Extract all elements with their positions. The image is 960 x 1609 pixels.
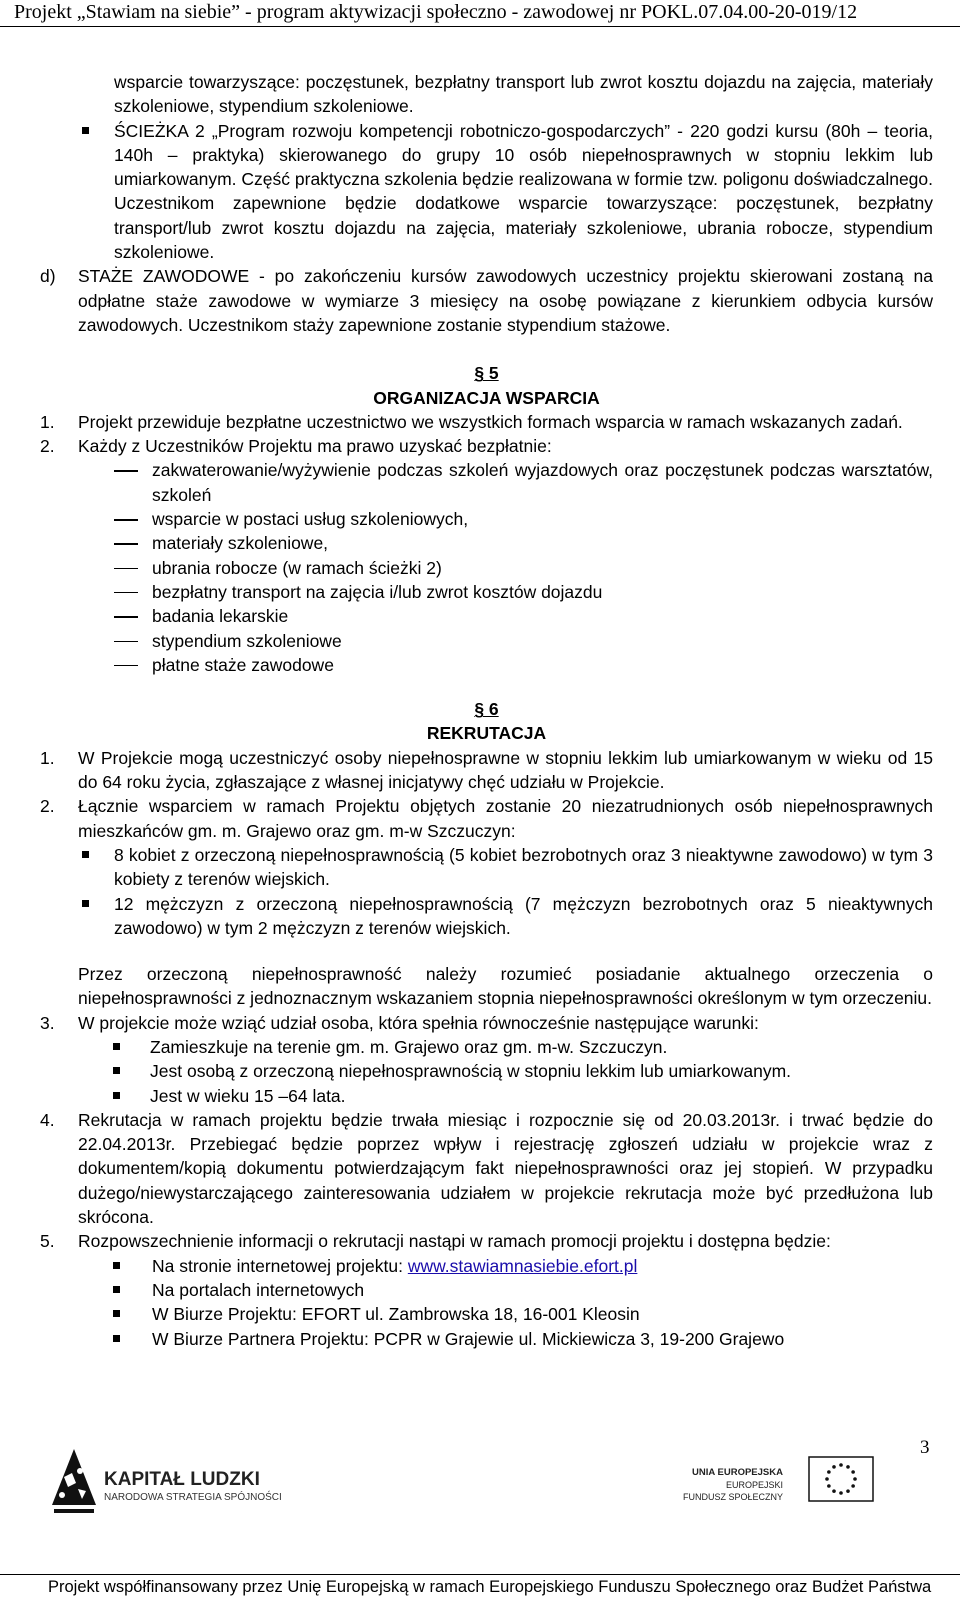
- kapital-ludzki-title: KAPITAŁ LUDZKI: [104, 1469, 260, 1490]
- s6-item-1-text: W Projekcie mogą uczestniczyć osoby niepełnosprawne w stopniu lekkim lub umiarkowanym w wieku od 15 do 64 roku życia, zgłaszające z własnej inicjatywy chęć udziału w Projekcie.: [78, 747, 933, 793]
- eu-star-icon: [846, 1465, 850, 1469]
- s5-item-1-number: 1.: [40, 411, 55, 432]
- s5-dash-text: materiały szkoleniowe,: [152, 533, 329, 554]
- s6-item-2-bullet-text: 8 kobiet z orzeczoną niepełnosprawnością (5 kobiet bezrobotnych oraz 3 nieaktywne zawodowo) w tym 3 kobiety z terenów wiejskich.: [114, 844, 933, 890]
- dash-bullet-icon: [114, 543, 138, 545]
- s5-item-2-number: 2.: [40, 436, 55, 457]
- eu-flag-icon: [808, 1456, 874, 1502]
- s6-item-2: [40, 794, 933, 843]
- eu-logo-line-1: UNIA EUROPEJSKA: [692, 1467, 783, 1478]
- s5-dash-text: wsparcie w postaci usług szkoleniowych,: [152, 509, 469, 530]
- s5-dash-item: [40, 653, 933, 677]
- footer-text: Projekt współfinansowany przez Unię Europejską w ramach Europejskiego Funduszu Społecznego oraz Budżet Państwa: [48, 1578, 932, 1596]
- s6-item-5-bullet: [40, 1327, 933, 1351]
- s6-item-3-bullet: [40, 1035, 933, 1059]
- s6-item-3-number: 3.: [40, 1012, 55, 1033]
- square-bullet-icon: [113, 1262, 120, 1269]
- sciezka2-text: ŚCIEŻKA 2 „Program rozwoju kompetencji robotniczo-gospodarczych” - 220 godzi kursu (80h – teoria, 140h – praktyka) skierowanego do grupy 10 osób niepełnosprawnych w stopniu lekkim lub umiarkowanym. Część praktyczna szkolenia będzie realizowana w formie tzw. poligonu doświadczalnego. Uczestnikom zapewnione będzie dodatkowe wsparcie towarzyszące: poczęstunek, bezpłatny transport/lub zwrot kosztu dojazdu na zajęcia, materiały szkoleniowe, ubrania robocze, stypendium szkoleniowe.: [114, 120, 934, 263]
- page-footer: [0, 1574, 960, 1596]
- s5-dash-text: stypendium szkoleniowe: [152, 630, 342, 651]
- s6-item-5-bullet-text: W Biurze Partnera Projektu: PCPR w Grajewie ul. Mickiewicza 3, 19-200 Grajewo: [152, 1328, 785, 1349]
- s6-item-5-bullet: [40, 1254, 933, 1278]
- dash-bullet-icon: [114, 470, 138, 472]
- s6-item-2-bullet: [40, 843, 933, 892]
- s6-item-1: [40, 746, 933, 795]
- item-d-marker: d): [40, 266, 56, 287]
- eu-logo-line-2: EUROPEJSKI: [725, 1480, 783, 1490]
- s5-dash-item: [40, 580, 933, 604]
- eu-star-icon: [839, 1463, 843, 1467]
- section-5-title: ORGANIZACJA WSPARCIA: [373, 387, 600, 408]
- eu-star-icon: [851, 1484, 855, 1488]
- s5-dash-item: [40, 531, 933, 555]
- s6-item-3-bullet-text: Jest w wieku 15 –64 lata.: [150, 1085, 346, 1106]
- s6-item-5-bullet-text: Na stronie internetowej projektu:: [152, 1255, 408, 1276]
- eu-star-icon: [853, 1477, 857, 1481]
- s6-item-2-bullet-text: 12 mężczyzn z orzeczoną niepełnosprawnością (7 mężczyzn bezrobotnych oraz 5 nieaktywnych zawodowo) w tym 2 mężczyzn z terenów wiejskich.: [114, 893, 933, 938]
- s6-item-3-bullet: [40, 1059, 933, 1083]
- s6-item-2-bullet: [40, 892, 933, 941]
- dash-bullet-icon: [114, 665, 138, 667]
- s6-item-5-number: 5.: [40, 1231, 55, 1252]
- s6-disability-note: Przez orzeczoną niepełnosprawność należy rozumieć posiadanie aktualnego orzeczenia o niepełnosprawności z jednoznacznym wskazaniem stopnia niepełnosprawności określonym w tym orzeczeniu.: [78, 964, 933, 1009]
- eu-star-icon: [839, 1491, 843, 1495]
- s5-dash-item: [40, 604, 933, 628]
- header-text: Projekt „Stawiam na siebie” - program aktywizacji społeczno - zawodowej nr POKL.07.04.00-20-019/12: [14, 1, 858, 23]
- dash-bullet-icon: [114, 616, 138, 618]
- s5-dash-text: bezpłatny transport na zajęcia i/lub zwrot kosztów dojazdu: [152, 581, 603, 602]
- eu-star-icon: [832, 1465, 836, 1469]
- dash-bullet-icon: [114, 592, 138, 594]
- eu-star-icon: [832, 1489, 836, 1493]
- square-bullet-icon: [113, 1310, 120, 1317]
- kapital-ludzki-emblem-icon: [50, 1447, 98, 1525]
- section-6-number: § 6: [474, 699, 499, 720]
- s6-item-5-bullet-text: W Biurze Projektu: EFORT ul. Zambrowska 18, 16-001 Kleosin: [152, 1304, 640, 1325]
- section-5-number: § 5: [474, 363, 499, 384]
- page-header: [0, 0, 960, 27]
- square-bullet-icon: [113, 1043, 120, 1050]
- dash-bullet-icon: [114, 519, 138, 521]
- dash-bullet-icon: [114, 641, 138, 643]
- square-bullet-icon: [113, 1286, 120, 1293]
- s5-dash-text: badania lekarskie: [152, 606, 289, 627]
- s6-item-3-bullet-text: Jest osobą z orzeczoną niepełnosprawnością w stopniu lekkim lub umiarkowanym.: [150, 1061, 792, 1082]
- eu-star-icon: [846, 1489, 850, 1493]
- eu-logo-line-3: FUNDUSZ SPOŁECZNY: [682, 1492, 783, 1502]
- s6-item-4: [40, 1108, 933, 1229]
- s6-item-5: [40, 1229, 933, 1253]
- s5-dash-item: [40, 507, 933, 531]
- s6-item-2-number: 2.: [40, 796, 55, 817]
- s5-item-1-text: Projekt przewiduje bezpłatne uczestnictwo we wszystkich formach wsparcia w ramach wskazanych zadań.: [78, 411, 903, 432]
- eu-star-icon: [827, 1484, 831, 1488]
- eu-star-icon: [825, 1477, 829, 1481]
- dash-bullet-icon: [114, 568, 138, 570]
- s6-item-4-text: Rekrutacja w ramach projektu będzie trwała miesiąc i rozpocznie się od 20.03.2013r. i trwać będzie do 22.04.2013r. Przebiegać będzie poprzez wpływ i rejestrację zgłoszeń udziału w projekcie wraz z dokumentem/kopią dokumentu potwierdzającym fakt niepełnosprawności oraz jej stopień. W przypadku dużego/niewystarczającego zainteresowania udziałem w projekcie rekrutacja może być przedłużona lub skrócona.: [78, 1109, 933, 1228]
- eu-star-icon: [851, 1470, 855, 1474]
- section-5-heading: [40, 361, 933, 410]
- s5-dash-item: [40, 629, 933, 653]
- eu-esf-logo: [682, 1450, 890, 1520]
- s6-item-2-text: Łącznie wsparciem w ramach Projektu objętych zostanie 20 niezatrudnionych osób niepełnosprawnych mieszkańców gm. m. Grajewo oraz gm. m-w Szczuczyn:: [78, 796, 933, 841]
- s6-item-5-bullet: [40, 1302, 933, 1326]
- s5-dash-item: [40, 458, 933, 507]
- kapital-ludzki-logo: [50, 1447, 300, 1525]
- square-bullet-icon: [113, 1067, 120, 1074]
- square-bullet-icon: [82, 900, 89, 907]
- project-website-link[interactable]: www.stawiamnasiebie.efort.pl: [407, 1255, 638, 1276]
- s5-item-1: [40, 410, 933, 434]
- s5-item-2: [40, 434, 933, 458]
- s6-item-5-text: Rozpowszechnienie informacji o rekrutacji nastąpi w ramach promocji projektu i dostępna będzie:: [78, 1231, 831, 1252]
- page-number: 3: [920, 1437, 930, 1458]
- s6-item-3: [40, 1011, 933, 1035]
- square-bullet-icon: [113, 1092, 120, 1099]
- kapital-ludzki-subtitle: NARODOWA STRATEGIA SPÓJNOŚCI: [104, 1492, 282, 1503]
- section-6-heading: [40, 697, 933, 746]
- s6-item-3-bullet: [40, 1084, 933, 1108]
- s5-dash-text: ubrania robocze (w ramach ścieżki 2): [152, 557, 442, 578]
- square-bullet-icon: [113, 1335, 120, 1342]
- s6-item-3-bullet-text: Zamieszkuje na terenie gm. m. Grajewo oraz gm. m-w. Szczuczyn.: [150, 1036, 668, 1057]
- sciezka2-item: [40, 119, 933, 265]
- item-d-text: STAŻE ZAWODOWE - po zakończeniu kursów zawodowych uczestnicy projektu skierowani zostaną na odpłatne staże zawodowe w wymiarze 3 miesięcy na osobę powiązane z kierunkiem odbycia kursów zawodowych. Uczestnikom staży zapewnione zostanie stypendium stażowe.: [78, 266, 933, 335]
- s5-item-2-text: Każdy z Uczestników Projektu ma prawo uzyskać bezpłatnie:: [78, 436, 552, 457]
- sciezka1-continuation: wsparcie towarzyszące: poczęstunek, bezpłatny transport lub zwrot kosztu dojazdu na zajęcia, materiały szkoleniowe, stypendium szkoleniowe.: [114, 72, 933, 117]
- s6-item-5-bullet-text: Na portalach internetowych: [152, 1279, 365, 1300]
- s6-item-1-number: 1.: [40, 747, 55, 768]
- s6-item-3-text: W projekcie może wziąć udział osoba, która spełnia równocześnie następujące warunki:: [78, 1012, 759, 1033]
- s5-dash-item: [40, 556, 933, 580]
- s6-item-5-bullet: [40, 1278, 933, 1302]
- section-6-title: REKRUTACJA: [426, 723, 547, 744]
- square-bullet-icon: [82, 127, 89, 134]
- s5-dash-text: płatne staże zawodowe: [152, 654, 334, 675]
- eu-star-icon: [827, 1470, 831, 1474]
- s5-dash-text: zakwaterowanie/wyżywienie podczas szkoleń wyjazdowych oraz poczęstunek podczas warsztatów, szkoleń: [152, 460, 933, 505]
- s6-item-4-number: 4.: [40, 1109, 55, 1130]
- item-d: [40, 264, 933, 337]
- document-body: [40, 70, 933, 1351]
- square-bullet-icon: [82, 851, 89, 858]
